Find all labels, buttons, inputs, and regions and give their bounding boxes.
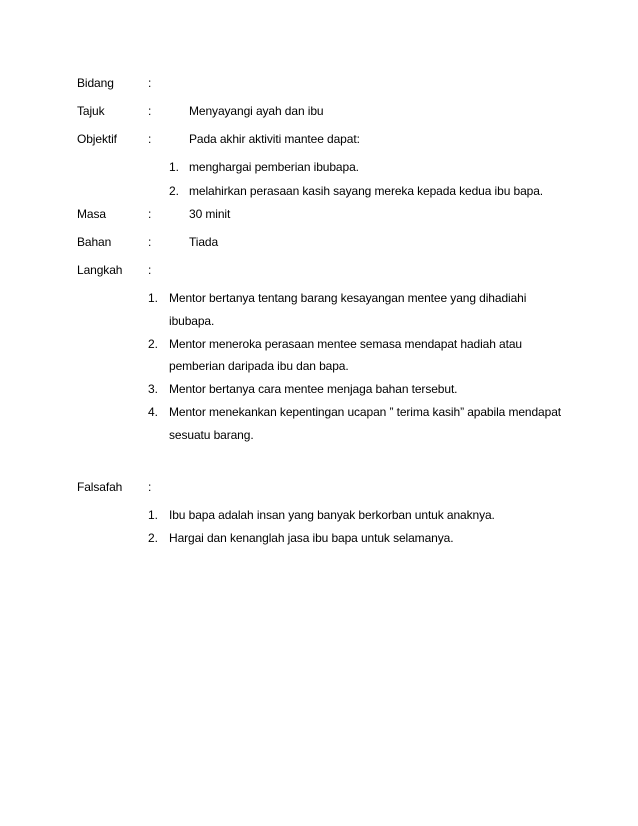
bahan-colon: : [148, 235, 152, 249]
falsafah-label: Falsafah [77, 480, 123, 494]
langkah-item-number: 2. [148, 337, 158, 351]
langkah-item-text-continued: ibubapa. [169, 314, 215, 328]
objektif-item-text: menghargai pemberian ibubapa. [189, 160, 359, 174]
langkah-label: Langkah [77, 263, 123, 277]
bahan-label: Bahan [77, 235, 112, 249]
falsafah-item-text: Hargai dan kenanglah jasa ibu bapa untuk selamanya. [169, 531, 454, 545]
langkah-item-text-continued: sesuatu barang. [169, 428, 254, 442]
langkah-item-text-continued: pemberian daripada ibu dan bapa. [169, 359, 349, 373]
masa-colon: : [148, 207, 152, 221]
objektif-label: Objektif [77, 132, 117, 146]
langkah-item-text: Mentor menekankan kepentingan ucapan ” terima kasih” apabila mendapat [169, 405, 562, 419]
tajuk-label: Tajuk [77, 104, 105, 118]
objektif-value: Pada akhir aktiviti mantee dapat: [189, 132, 360, 146]
tajuk-colon: : [148, 104, 152, 118]
langkah-colon: : [148, 263, 152, 277]
falsafah-item-number: 1. [148, 508, 158, 522]
objektif-item-number: 1. [169, 160, 179, 174]
langkah-item-number: 4. [148, 405, 158, 419]
langkah-item-number: 1. [148, 291, 158, 305]
bidang-colon: : [148, 76, 152, 90]
masa-value: 30 minit [189, 207, 231, 221]
langkah-item-text: Mentor bertanya tentang barang kesayangan mentee yang dihadiahi [169, 291, 527, 305]
objektif-item-text: melahirkan perasaan kasih sayang mereka kepada kedua ibu bapa. [189, 184, 544, 198]
bahan-value: Tiada [189, 235, 219, 249]
langkah-item-text: Mentor bertanya cara mentee menjaga bahan tersebut. [169, 382, 458, 396]
falsafah-item-text: Ibu bapa adalah insan yang banyak berkorban untuk anaknya. [169, 508, 495, 522]
langkah-item-text: Mentor meneroka perasaan mentee semasa mendapat hadiah atau [169, 337, 522, 351]
falsafah-colon: : [148, 480, 152, 494]
objektif-item-number: 2. [169, 184, 179, 198]
falsafah-item-number: 2. [148, 531, 158, 545]
bidang-label: Bidang [77, 76, 114, 90]
langkah-item-number: 3. [148, 382, 158, 396]
masa-label: Masa [77, 207, 106, 221]
objektif-colon: : [148, 132, 152, 146]
tajuk-value: Menyayangi ayah dan ibu [189, 104, 324, 118]
